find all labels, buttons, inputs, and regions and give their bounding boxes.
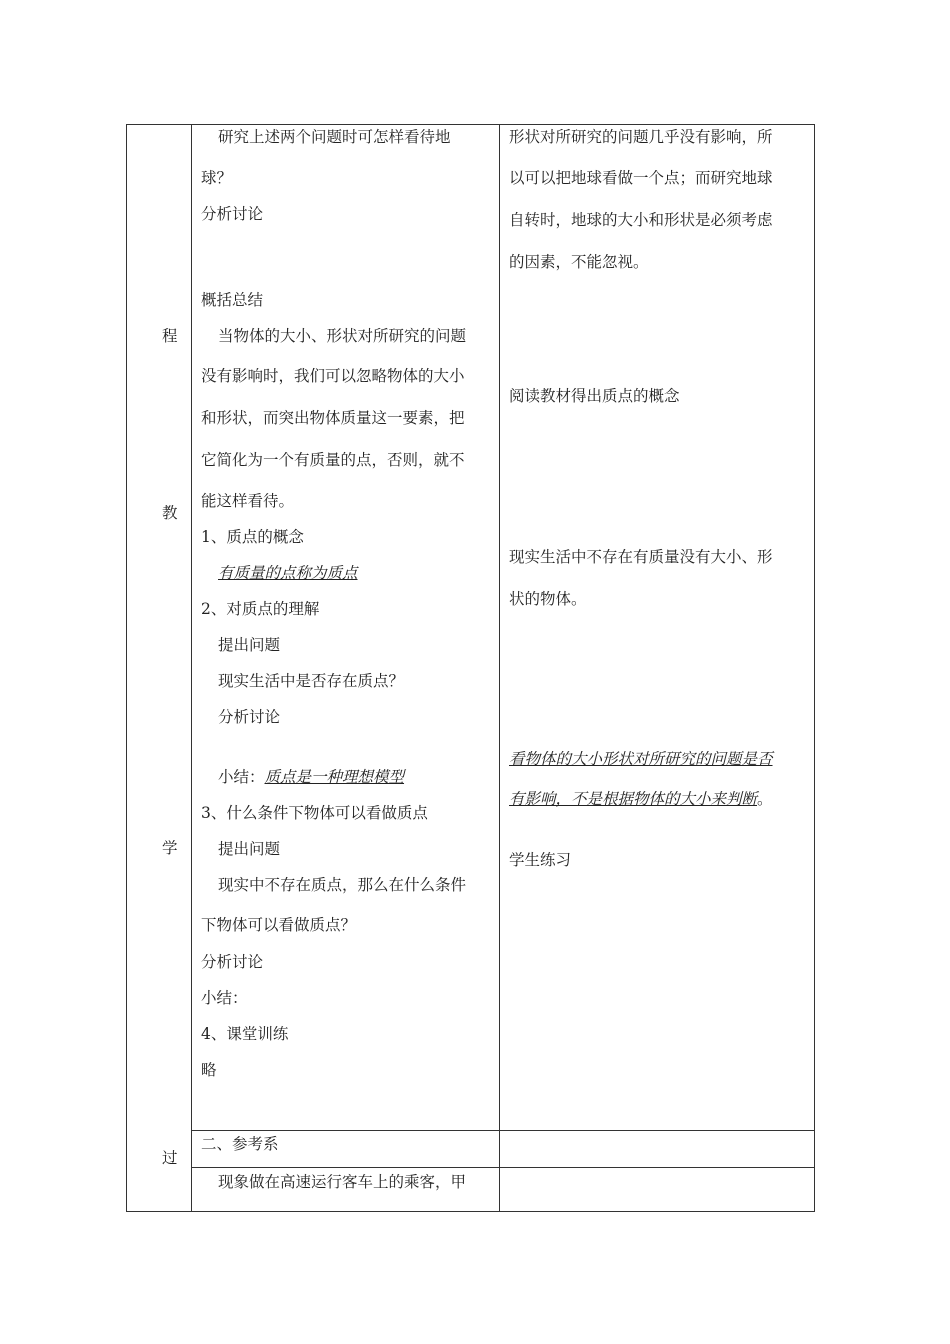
middle-line: 分析讨论 bbox=[218, 708, 281, 726]
right-line: 自转时，地球的大小和形状是必须考虑 bbox=[509, 211, 773, 229]
middle-line: 概括总结 bbox=[201, 291, 264, 309]
column-divider-2 bbox=[499, 124, 500, 1212]
right-line: 学生练习 bbox=[509, 851, 572, 869]
middle-line: 1、质点的概念 bbox=[201, 528, 304, 546]
conclusion-underlined: 看物体的大小形状对所研究的问题是否 bbox=[509, 750, 773, 768]
middle-line: 研究上述两个问题时可怎样看待地 bbox=[218, 128, 451, 146]
middle-line: 和形状，而突出物体质量这一要素，把 bbox=[201, 409, 465, 427]
side-label-3: 学 bbox=[162, 839, 178, 857]
row-divider-1 bbox=[191, 1130, 815, 1131]
right-line: 形状对所研究的问题几乎没有影响，所 bbox=[509, 128, 773, 146]
middle-line: 能这样看待。 bbox=[201, 492, 295, 510]
middle-line: 没有影响时，我们可以忽略物体的大小 bbox=[201, 367, 465, 385]
middle-line: 提出问题 bbox=[218, 636, 281, 654]
right-line: 状的物体。 bbox=[509, 590, 587, 608]
middle-line: 分析讨论 bbox=[201, 953, 264, 971]
middle-line: 略 bbox=[201, 1061, 217, 1079]
summary-label: 小结： bbox=[218, 768, 265, 786]
middle-line: 提出问题 bbox=[218, 840, 281, 858]
middle-line: 现象做在高速运行客车上的乘客，甲 bbox=[218, 1173, 467, 1191]
middle-line: 分析讨论 bbox=[201, 205, 264, 223]
right-line: 的因素，不能忽视。 bbox=[509, 253, 649, 271]
right-line: 阅读教材得出质点的概念 bbox=[509, 387, 680, 405]
summary-underlined: 质点是一种理想模型 bbox=[264, 768, 405, 786]
conclusion-line bbox=[509, 792, 773, 808]
side-label-2: 教 bbox=[162, 504, 178, 522]
row-divider-2 bbox=[191, 1167, 815, 1168]
summary-line bbox=[218, 770, 404, 786]
conclusion-underlined: 有影响，不是根据物体的大小来判断 bbox=[509, 790, 758, 808]
middle-line: 它简化为一个有质量的点，否则，就不 bbox=[201, 451, 465, 469]
right-line: 以可以把地球看做一个点；而研究地球 bbox=[509, 169, 773, 187]
middle-line: 现实中不存在质点，那么在什么条件 bbox=[218, 876, 467, 894]
side-label-4: 过 bbox=[162, 1149, 178, 1167]
middle-line: 2、对质点的理解 bbox=[201, 600, 320, 618]
middle-line: 4、课堂训练 bbox=[201, 1025, 289, 1043]
middle-line: 下物体可以看做质点？ bbox=[201, 916, 357, 934]
middle-line: 当物体的大小、形状对所研究的问题 bbox=[218, 327, 467, 345]
middle-line: 球？ bbox=[201, 169, 233, 187]
middle-line: 小结： bbox=[201, 989, 248, 1007]
lesson-table bbox=[126, 124, 815, 1212]
side-label-1: 程 bbox=[162, 327, 178, 345]
middle-line: 3、什么条件下物体可以看做质点 bbox=[201, 804, 428, 822]
column-divider-1 bbox=[191, 124, 192, 1212]
middle-line: 现实生活中是否存在质点？ bbox=[218, 672, 405, 690]
section-heading: 二、参考系 bbox=[201, 1135, 279, 1153]
right-line: 现实生活中不存在有质量没有大小、形 bbox=[509, 548, 773, 566]
definition-underlined: 有质量的点称为质点 bbox=[218, 564, 358, 582]
conclusion-end: 。 bbox=[757, 790, 773, 808]
